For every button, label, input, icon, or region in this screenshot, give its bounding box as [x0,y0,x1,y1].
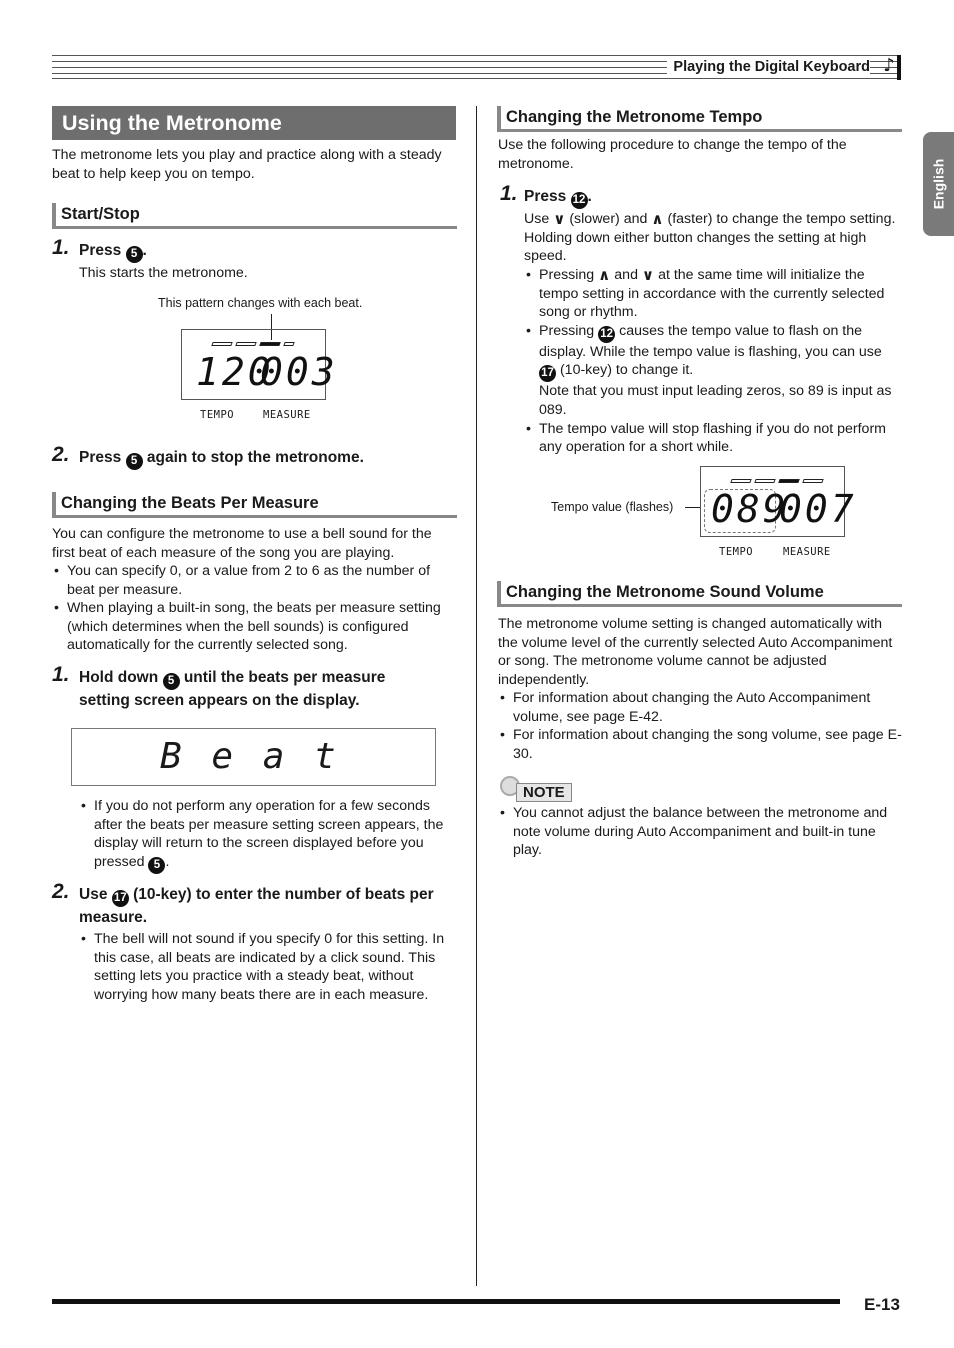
column-divider [476,106,477,1286]
list-item: • For information about changing the song volume, see page E-30. [498,726,903,763]
lcd-display-tempo [700,466,857,537]
list-item: • You cannot adjust the balance between the metronome and note volume during Auto Accompaniment and built-in tune play. [498,804,903,860]
tempo-step-1: 1. Press 12 . [524,186,894,209]
beat-indicator [730,479,751,483]
beat-indicator [211,342,232,346]
lcd-tempo-label: TEMPO [719,546,754,558]
section-heading-beats: Changing the Beats Per Measure [52,492,457,518]
section-heading-tempo: Changing the Metronome Tempo [497,106,902,132]
header-end-bar [897,55,901,80]
note-label: NOTE [516,783,572,802]
music-note-icon: ♪ [883,55,895,76]
note-bullets [498,804,903,860]
key-5-icon: 5 [126,246,143,263]
lcd-tempo-value: 120 [196,350,274,394]
beats-step2-bullets [79,930,459,1004]
diagram-caption-tempo: Tempo value (flashes) [551,500,674,514]
diagram-caption-beat: This pattern changes with each beat. [158,296,363,310]
key-12-icon: 12 [598,326,615,343]
note-badge [500,776,574,802]
lcd-display-start [181,329,338,400]
key-5-icon: 5 [126,453,143,470]
lcd-measure-label: MEASURE [783,546,831,558]
beat-display [71,728,436,786]
list-item: • If you do not perform any operation for a few seconds after the beats per measure setting screen appears, the display will return to the screen displayed before you pressed 5 . [79,797,459,874]
page-number: E-13 [864,1295,900,1314]
beat-display-text: B e a t [160,736,340,777]
intro-text: The metronome lets you play and practice along with a steady beat to help keep you on tempo. [52,147,442,182]
beats-bullets [52,562,458,655]
beat-indicator [802,479,823,483]
language-tab: English [923,132,954,236]
key-17-icon: 17 [112,890,129,907]
chevron-up-icon: ∧ [651,210,664,228]
list-item: • The bell will not sound if you specify 0 for this setting. In this case, all beats are indicated by a click sound. This setting lets you practice with a steady beat, without worrying how many beats there are in each measure. [79,930,459,1004]
beat-indicator [235,342,256,346]
section-heading-volume: Changing the Metronome Sound Volume [497,581,902,607]
lcd-tempo-label: TEMPO [200,409,235,421]
list-item: • For information about changing the Auto Accompaniment volume, see page E-42. [498,689,903,726]
chevron-up-icon: ∧ [598,266,611,284]
beats-step1-bullets [79,797,459,874]
footer-bar [52,1299,840,1304]
lcd-measure-value: 007 [779,487,857,531]
volume-intro: The metronome volume setting is changed automatically with the volume level of the currently selected Auto Accompaniment or song. The metronome volume cannot be adjusted independently. [498,616,893,688]
beats-intro: You can configure the metronome to use a bell sound for the first beat of each measure of the song you are playing. [52,526,432,561]
start-stop-desc: This starts the metronome. [79,265,248,281]
page-title: Using the Metronome [52,106,456,140]
beat-indicator [754,479,775,483]
section-heading-start-stop: Start/Stop [52,203,457,229]
start-stop-step-2: 2. Press 5 again to stop the metronome. [79,447,459,470]
tempo-intro: Use the following procedure to change the tempo of the metronome. [498,137,847,172]
beats-step-1: 1. Hold down 5 until the beats per measure setting screen appears on the display. [52,663,386,709]
caption-leader-line [685,507,700,508]
volume-bullets [498,689,903,763]
header-title: Playing the Digital Keyboard [667,58,870,77]
list-item: • When playing a built-in song, the beats per measure setting (which determines when the bell sounds) is configured automatically for the currently selected song. [52,599,458,655]
lcd-measure-label: MEASURE [263,409,311,421]
list-item: • Pressing ∧ and ∨ at the same time will initialize the tempo setting in accordance with the currently selected song or rhythm. [524,266,902,322]
beat-indicator [283,342,294,346]
chevron-down-icon: ∨ [641,266,655,284]
beats-step-2: 2. Use 17 (10-key) to enter the number of beats per measure. [52,880,434,926]
list-item: • You can specify 0, or a value from 2 to 6 as the number of beat per measure. [52,562,458,599]
key-5-icon: 5 [148,857,165,874]
list-item: • Pressing 12 causes the tempo value to flash on the display. While the tempo value is flashing, you can use 17 (10-key) to change it. Note that you must input leading zeros, so 89 is input as 089. [524,322,902,420]
lcd-tempo-value: 089 [711,487,789,531]
tempo-bullets [524,266,902,457]
beat-indicator-active [259,342,280,346]
key-12-icon: 12 [571,192,588,209]
chevron-down-icon: ∨ [553,210,566,228]
start-stop-step-1: 1. Press 5 . [79,240,449,263]
list-item: • The tempo value will stop flashing if you do not perform any operation for a short while. [524,420,902,457]
tempo-step1-desc: Use ∨ (slower) and ∧ (faster) to change the tempo setting. Holding down either button changes the setting at high speed. [524,210,896,265]
key-17-icon: 17 [539,365,556,382]
lcd-measure-value: 003 [260,350,338,394]
key-5-icon: 5 [163,673,180,690]
beat-indicator-active [778,479,799,483]
